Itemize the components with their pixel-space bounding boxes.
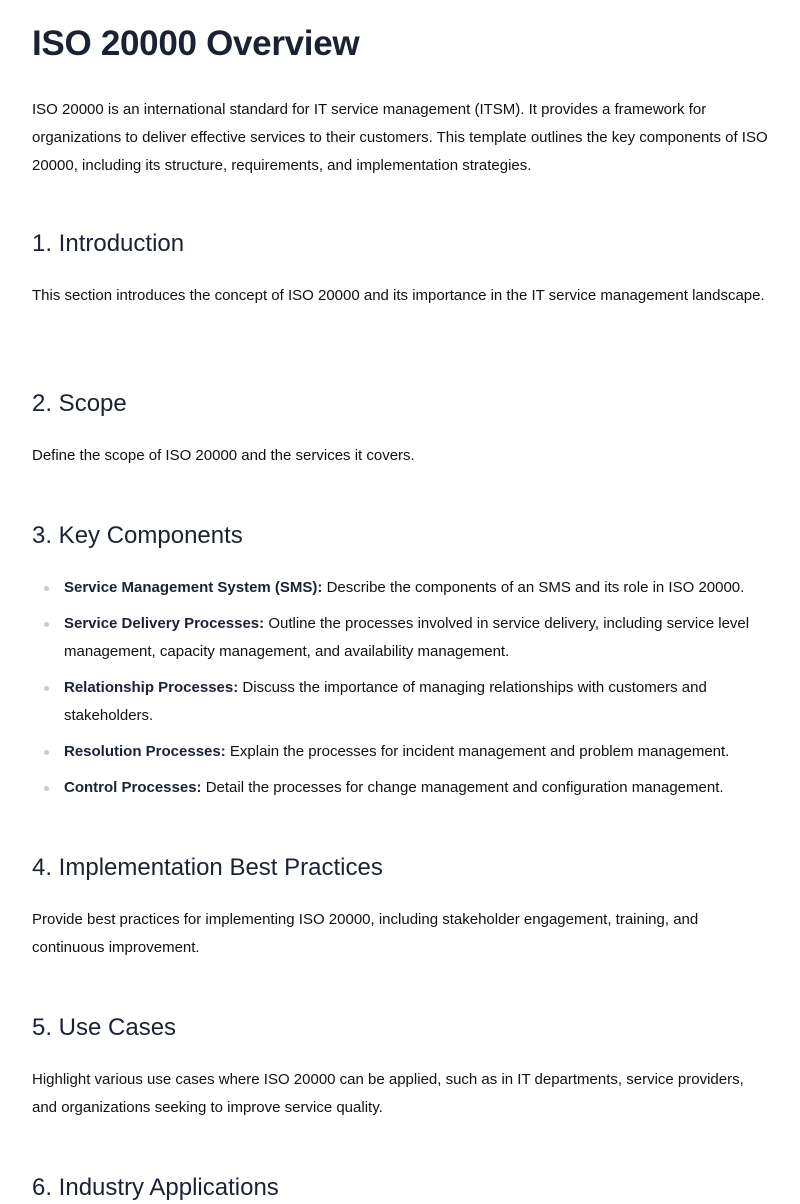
section-body: Highlight various use cases where ISO 20000 can be applied, such as in IT departments, service providers, and organizations seeking to improve service quality. [32,1071,744,1116]
section-industry-applications [32,1172,768,1204]
list-item-term: Service Management System (SMS): [64,579,323,596]
list-item-text: Outline the processes involved in service delivery, including service level management, capacity management, and availability management. [64,615,750,660]
list-item [64,774,768,802]
section-body: This section introduces the concept of ISO 20000 and its importance in the IT service management landscape. [32,287,765,304]
section-heading: 2. Scope [32,390,127,417]
section-body: Define the scope of ISO 20000 and the services it covers. [32,447,415,464]
list-item [64,610,768,666]
intro-paragraph: ISO 20000 is an international standard for IT service management (ITSM). It provides a framework for organizations to deliver effective services to their customers. This template outlines the key components of ISO 20000, including its structure, requirements, and implementation strategies. [32,101,768,174]
list-item [64,574,768,602]
section-heading: 5. Use Cases [32,1014,177,1041]
section-key-components [32,520,768,810]
list-item-term: Resolution Processes: [64,743,226,760]
list-item-text: Detail the processes for change management and configuration management. [201,779,724,796]
section-body: Provide best practices for implementing ISO 20000, including stakeholder engagement, training, and continuous improvement. [32,911,699,956]
list-item-text: Explain the processes for incident management and problem management. [225,743,730,760]
list-item-term: Control Processes: [64,779,202,796]
list-item [64,674,768,730]
section-heading: 6. Industry Applications [32,1174,279,1201]
list-item-text: Describe the components of an SMS and its role in ISO 20000. [322,579,745,596]
page-title: ISO 20000 Overview [32,24,360,63]
section-introduction [32,228,768,310]
section-heading: 4. Implementation Best Practices [32,854,383,881]
section-scope [32,388,768,470]
section-heading: 1. Introduction [32,230,185,257]
section-heading: 3. Key Components [32,522,243,549]
list-item-term: Relationship Processes: [64,679,239,696]
section-use-cases [32,1012,768,1122]
section-implementation [32,852,768,962]
list-item-term: Service Delivery Processes: [64,615,265,632]
components-list [32,574,768,802]
list-item-text: Discuss the importance of managing relationships with customers and stakeholders. [64,679,707,724]
list-item [64,738,768,766]
